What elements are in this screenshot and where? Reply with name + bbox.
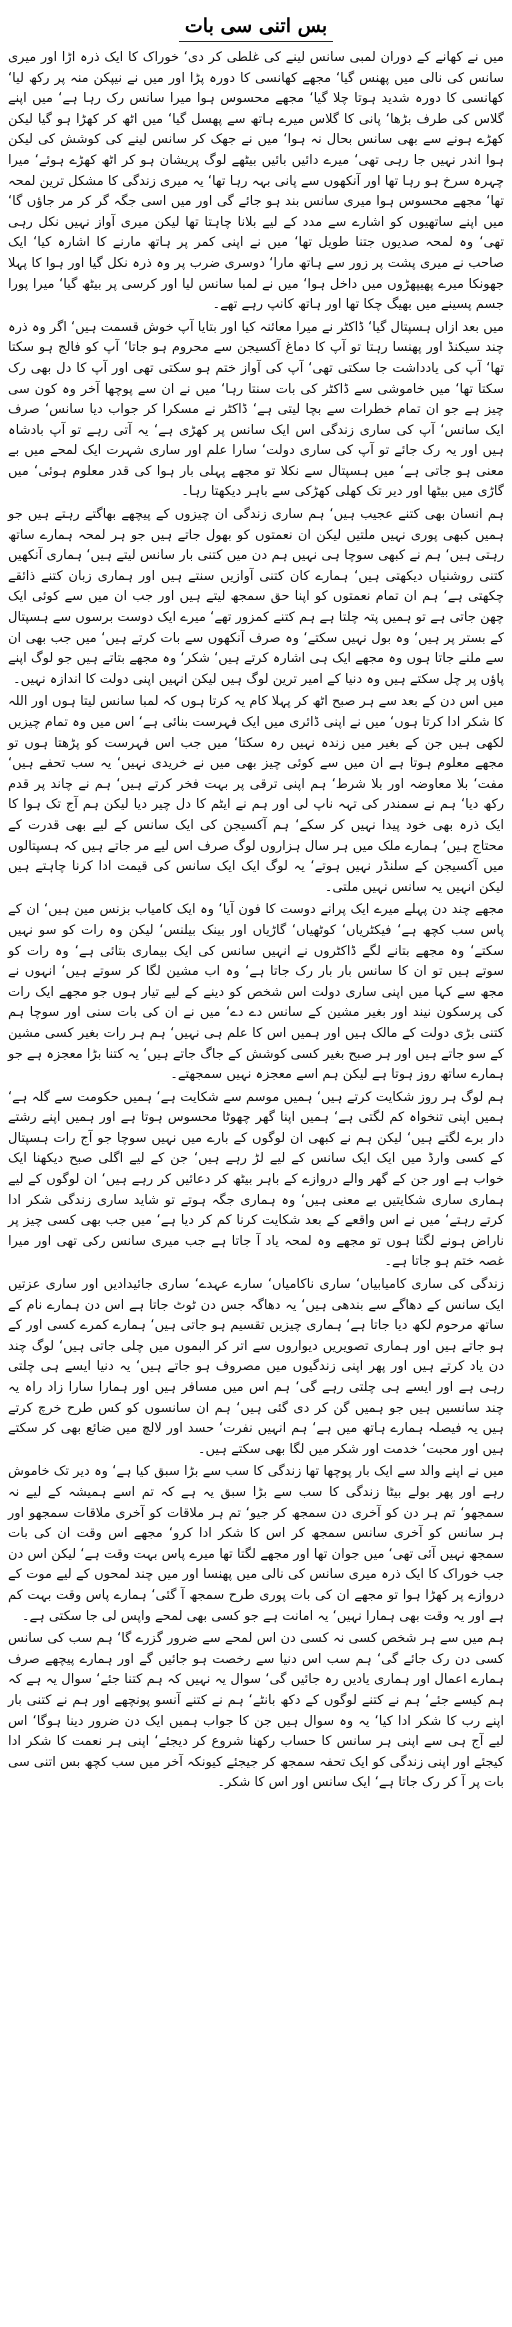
paragraph: ہم لوگ ہر روز شکایت کرتے ہیں‘ ہمیں موسم سے شکایت ہے‘ ہمیں حکومت سے گلہ ہے‘ ہمیں اپنی تنخواہ کم لگتی ہے‘ ہمیں اپنا گھر چھوٹا محسوس ہوتا ہے اور ہمیں اپنے رشتے دار برے لگتے ہیں‘ لیکن ہم نے کبھی ان لوگوں کے بارے میں نہیں سوچا جو آج رات ہسپتال کے کسی وارڈ میں ایک ایک سانس کے لیے لڑ رہے ہیں‘ جن کے لیے اگلی صبح دیکھنا ایک خواب ہے اور جن کے گھر والے دروازے کے باہر بیٹھ کر دعائیں کر رہے ہیں‘ ان لوگوں کے لیے ہماری ساری شکایتیں بے معنی ہیں‘ وہ ہماری جگہ ہوتے تو شاید ساری زندگی شکر ادا کرتے رہتے‘ میں نے اس واقعے کے بعد شکایت کرنا کم کر دیا ہے‘ میں جب بھی کسی چیز پر ناراض ہونے لگتا ہوں تو مجھے وہ لمحہ یاد آ جاتا ہے جب میری سانس رکی تھی اور میرا غصہ ختم ہو جاتا ہے۔ <box>8 1089 504 1270</box>
paragraph: ہم میں سے ہر شخص کسی نہ کسی دن اس لمحے سے ضرور گزرے گا‘ ہم سب کی سانس کسی دن رک جائے گی‘ ہم سب اس دنیا سے رخصت ہو جائیں گے اور ہمارے پیچھے صرف ہمارے اعمال اور ہماری یادیں رہ جائیں گی‘ سوال یہ نہیں کہ ہم کتنا جئے‘ سوال یہ ہے کہ ہم کیسے جئے‘ ہم نے کتنے لوگوں کے دکھ بانٹے‘ ہم نے کتنے آنسو پونچھے اور ہم نے کتنی بار اپنے رب کا شکر ادا کیا‘ یہ وہ سوال ہیں جن کا جواب ہمیں ایک دن ضرور دینا ہوگا‘ اس لیے آج ہی سے اپنی ہر سانس کا حساب رکھنا شروع کر دیجئے‘ اپنی ہر نعمت کا شکر ادا کیجئے اور اپنی زندگی کو ایک تحفہ سمجھ کر جیجئے کیونکہ آخر میں سب کچھ بس اتنی سی بات پر آ کر رک جاتا ہے‘ ایک سانس اور اس کا شکر۔ <box>8 1631 504 1791</box>
paragraph: میں بعد ازاں ہسپتال گیا‘ ڈاکٹر نے میرا معائنہ کیا اور بتایا آپ خوش قسمت ہیں‘ اگر وہ ذرہ چند سیکنڈ اور پھنسا رہتا تو آپ کا دماغ آکسیجن سے محروم ہو جاتا‘ آپ کو فالج ہو سکتا تھا‘ آپ کی یادداشت جا سکتی تھی‘ آپ کی آواز ختم ہو سکتی تھی اور آپ کا دل بھی رک سکتا تھا‘ میں خاموشی سے ڈاکٹر کی بات سنتا رہا‘ میں نے ان سے پوچھا آخر وہ کون سی چیز ہے جو ان تمام خطرات سے بچا لیتی ہے‘ ڈاکٹر نے مسکرا کر جواب دیا سانس‘ صرف ایک سانس‘ آپ کی ساری زندگی اس ایک سانس پر کھڑی ہے‘ یہ آتی رہے تو آپ بادشاہ ہیں اور یہ رک جائے تو آپ کی ساری دولت‘ سارا علم اور ساری شہرت ایک لمحے میں بے معنی ہو جاتی ہے‘ میں ہسپتال سے نکلا تو مجھے پہلی بار ہوا کی قدر معلوم ہوئی‘ میں گاڑی میں بیٹھا اور دیر تک کھلی کھڑکی سے باہر دیکھتا رہا۔ <box>8 319 504 500</box>
column-header <box>8 6 504 48</box>
paragraph: مجھے چند دن پہلے میرے ایک پرانے دوست کا فون آیا‘ وہ ایک کامیاب بزنس مین ہیں‘ ان کے پاس سب کچھ ہے‘ فیکٹریاں‘ کوٹھیاں‘ گاڑیاں اور بینک بیلنس‘ لیکن وہ رات کو سو نہیں سکتے‘ وہ مجھے بتانے لگے ڈاکٹروں نے انہیں سانس کی ایک بیماری بتائی ہے‘ وہ رات کو سوتے ہیں تو ان کا سانس بار بار رک جاتا ہے‘ وہ اب مشین لگا کر سوتے ہیں‘ انہوں نے مجھ سے کہا میں اپنی ساری دولت اس شخص کو دینے کے لیے تیار ہوں جو مجھے ایک رات کی پرسکون نیند اور بغیر مشین کے سانس دے دے‘ میں نے ان کی بات سنی اور سوچا ہم کتنی بڑی دولت کے مالک ہیں اور ہمیں اس کا علم ہی نہیں‘ ہم ہر رات بغیر کسی مشین کے سو جاتے ہیں اور ہر صبح بغیر کسی کوشش کے جاگ جاتے ہیں‘ یہ کتنا بڑا معجزہ ہے جو ہمارے ساتھ روز ہوتا ہے لیکن ہم اسے معجزہ نہیں سمجھتے۔ <box>8 902 504 1083</box>
paragraph: میں نے اپنے والد سے ایک بار پوچھا تھا زندگی کا سب سے بڑا سبق کیا ہے‘ وہ دیر تک خاموش رہے اور پھر بولے بیٹا زندگی کا سب سے بڑا سبق یہ ہے کہ تم اسے ہمیشہ کے لیے نہ سمجھو‘ تم ہر دن کو آخری دن سمجھ کر جیو‘ تم ہر ملاقات کو آخری ملاقات سمجھو اور ہر سانس کو آخری سانس سمجھ کر اس کا شکر ادا کرو‘ مجھے اس وقت ان کی بات سمجھ نہیں آئی تھی‘ میں جوان تھا اور مجھے لگتا تھا میرے پاس بہت وقت ہے‘ لیکن اس دن جب خوراک کا ایک ذرہ میری سانس کی نالی میں پھنسا اور میں چند لمحوں کے لیے موت کے دروازے پر کھڑا ہوا تو مجھے ان کی بات پوری طرح سمجھ آ گئی‘ ہمارے پاس وقت بہت کم ہے اور یہ وقت بھی ہمارا نہیں‘ یہ امانت ہے جو کسی بھی لمحے واپس لی جا سکتی ہے۔ <box>8 1464 504 1624</box>
paragraph: میں اس دن کے بعد سے ہر صبح اٹھ کر پہلا کام یہ کرتا ہوں کہ لمبا سانس لیتا ہوں اور اللہ کا شکر ادا کرتا ہوں‘ میں نے اپنی ڈائری میں ایک فہرست بنائی ہے‘ اس میں وہ تمام چیزیں لکھی ہیں جن کے بغیر میں زندہ نہیں رہ سکتا‘ میں جب اس فہرست کو پڑھتا ہوں تو مجھے معلوم ہوتا ہے ان میں سے کوئی چیز بھی میں نے خریدی نہیں‘ یہ سب تحفے ہیں‘ مفت‘ بلا معاوضہ اور بلا شرط‘ ہم اپنی ترقی پر بہت فخر کرتے ہیں‘ ہم نے چاند پر قدم رکھ دیا‘ ہم نے سمندر کی تہہ ناپ لی اور ہم نے ایٹم کا دل چیر دیا لیکن ہم آج تک ہوا کا ایک ذرہ بھی خود پیدا نہیں کر سکے‘ ہم آکسیجن کی ایک سانس کے لیے بھی قدرت کے محتاج ہیں‘ ہمارے ملک میں ہر سال ہزاروں لوگ صرف اس لیے مر جاتے ہیں کہ ہسپتالوں میں آکسیجن کے سلنڈر نہیں ہوتے‘ یہ لوگ ایک ایک سانس کی قیمت ادا کرنا چاہتے ہیں لیکن انہیں یہ سانس نہیں ملتی۔ <box>8 694 504 895</box>
column-body <box>8 48 504 1794</box>
paragraph: زندگی کی ساری کامیابیاں‘ ساری ناکامیاں‘ سارے عہدے‘ ساری جائیدادیں اور ساری عزتیں ایک سانس کے دھاگے سے بندھی ہیں‘ یہ دھاگہ جس دن ٹوٹ جاتا ہے اس دن ہمارے نام کے ساتھ مرحوم لکھ دیا جاتا ہے‘ ہماری چیزیں تقسیم ہو جاتی ہیں‘ ہمارے کمرے کسی اور کے ہو جاتے ہیں اور ہماری تصویریں دیواروں سے اتر کر البموں میں چلی جاتی ہیں‘ لوگ چند دن یاد کرتے ہیں اور پھر اپنی زندگیوں میں مصروف ہو جاتے ہیں‘ یہ دنیا ایسے ہی چلتی رہی ہے اور ایسے ہی چلتی رہے گی‘ ہم اس میں مسافر ہیں اور ہمارا سارا زاد راہ یہ چند سانسیں ہیں جو ہمیں گن کر دی گئی ہیں‘ ہم ان سانسوں کو کس طرح خرچ کرتے ہیں یہ فیصلہ ہمارے ہاتھ میں ہے‘ ہم انہیں نفرت‘ حسد اور لالچ میں ضائع بھی کر سکتے ہیں اور محبت‘ خدمت اور شکر میں لگا بھی سکتے ہیں۔ <box>8 1277 504 1457</box>
paragraph: ہم انسان بھی کتنے عجیب ہیں‘ ہم ساری زندگی ان چیزوں کے پیچھے بھاگتے رہتے ہیں جو ہمیں کبھی پوری نہیں ملتیں لیکن ان نعمتوں کو بھول جاتے ہیں جو ہر لمحہ ہمارے ساتھ رہتی ہیں‘ ہم نے کبھی سوچا ہی نہیں ہم دن میں کتنی بار سانس لیتے ہیں‘ ہماری آنکھیں کتنی روشنیاں دیکھتی ہیں‘ ہمارے کان کتنی آوازیں سنتے ہیں اور ہماری زبان کتنے ذائقے چکھتی ہے‘ ہم ان تمام نعمتوں کو اپنا حق سمجھ لیتے ہیں اور جب ان میں سے کوئی ایک چھن جاتی ہے تو ہمیں پتہ چلتا ہے ہم کتنے کمزور تھے‘ میرے ایک دوست برسوں سے ہسپتال کے بستر پر ہیں‘ وہ بول نہیں سکتے‘ وہ صرف آنکھوں سے بات کرتے ہیں‘ میں جب بھی ان سے ملنے جاتا ہوں وہ مجھے ایک ہی اشارہ کرتے ہیں‘ شکر‘ وہ مجھے بتاتے ہیں جو لوگ اپنے پاؤں پر چل سکتے ہیں وہ دنیا کے امیر ترین لوگ ہیں لیکن انہیں اپنی دولت کا اندازہ نہیں۔ <box>8 507 504 687</box>
paragraph: میں نے کھانے کے دوران لمبی سانس لینے کی غلطی کر دی‘ خوراک کا ایک ذرہ اڑا اور میری سانس کی نالی میں پھنس گیا‘ مجھے کھانسی کا دورہ پڑا اور میں نے نیپکن منہ پر رکھ لیا‘ کھانسی کا دورہ شدید ہوتا چلا گیا‘ مجھے محسوس ہوا میرا سانس رک رہا ہے‘ میں اپنے گلاس کی طرف بڑھا‘ پانی کا گلاس میرے ہاتھ سے پھسل گیا‘ میں اٹھ کر کھڑا ہو گیا لیکن کھڑے ہونے سے بھی سانس بحال نہ ہوا‘ میں نے جھک کر سانس لینے کی کوشش کی لیکن ہوا اندر نہیں جا رہی تھی‘ میرے دائیں بائیں بیٹھے لوگ پریشان ہو کر اٹھ کھڑے ہوئے‘ میرا چہرہ سرخ ہو رہا تھا اور آنکھوں سے پانی بہہ رہا تھا‘ یہ میری زندگی کا مشکل ترین لمحہ تھا‘ مجھے محسوس ہوا میری سانس بند ہو جائے گی اور میں اسی جگہ گر کر مر جاؤں گا‘ میں اپنے ساتھیوں کو اشارے سے مدد کے لیے بلانا چاہتا تھا لیکن میری آواز نہیں نکل رہی تھی‘ وہ لمحہ صدیوں جتنا طویل تھا‘ میں نے اپنی کمر پر ہاتھ مارنے کا اشارہ کیا‘ ایک صاحب نے میری پشت پر زور سے ہاتھ مارا‘ دوسری ضرب پر وہ ذرہ نکل گیا اور ہوا کا پہلا جھونکا میرے پھیپھڑوں میں داخل ہوا‘ میں نے لمبا سانس لیا اور کرسی پر بیٹھ گیا‘ میرا پورا جسم پسینے میں بھیگ چکا تھا اور ہاتھ کانپ رہے تھے۔ <box>8 50 504 313</box>
column-title: بس اتنی سی بات <box>179 11 333 42</box>
